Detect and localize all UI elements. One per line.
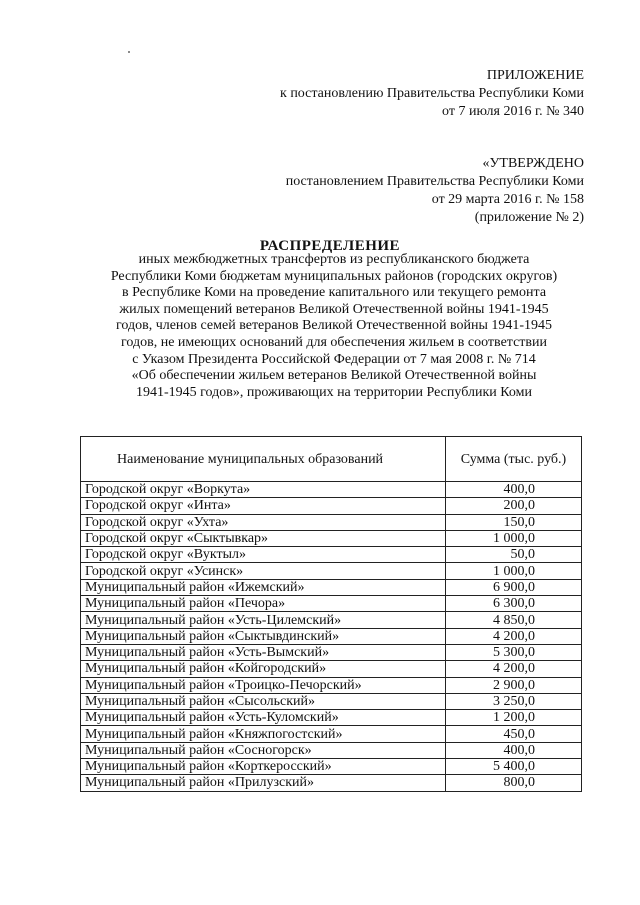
amount-value: 1 000,0 — [445, 530, 581, 546]
approved-appendix-ref: (приложение № 2) — [474, 210, 584, 225]
municipality-name: Муниципальный район «Усть-Вымский» — [81, 644, 446, 660]
amount-value: 400,0 — [445, 742, 581, 758]
table-row — [81, 775, 582, 791]
scan-speck — [128, 51, 130, 53]
table-row — [81, 530, 582, 546]
amount-value: 2 900,0 — [445, 677, 581, 693]
table-row — [81, 579, 582, 595]
description-line: жилых помещений ветеранов Великой Отечественной войны 1941-1945 — [119, 301, 549, 317]
table-row — [81, 612, 582, 628]
municipality-name: Муниципальный район «Сыктывдинский» — [81, 628, 446, 644]
amount-value: 450,0 — [445, 726, 581, 742]
amount-value: 800,0 — [445, 775, 581, 791]
amount-value: 1 000,0 — [445, 563, 581, 579]
municipality-name: Городской округ «Усинск» — [81, 563, 446, 579]
municipality-name: Городской округ «Воркута» — [81, 482, 446, 498]
appendix-date: от 7 июля 2016 г. № 340 — [442, 104, 584, 119]
amount-value: 200,0 — [445, 498, 581, 514]
table-row — [81, 677, 582, 693]
table-row — [81, 759, 582, 775]
column-header-amount: Сумма (тыс. руб.) — [445, 437, 581, 482]
approved-date: от 29 марта 2016 г. № 158 — [431, 192, 584, 207]
municipality-name: Городской округ «Сыктывкар» — [81, 530, 446, 546]
municipality-name: Муниципальный район «Прилузский» — [81, 775, 446, 791]
municipality-name: Муниципальный район «Печора» — [81, 596, 446, 612]
appendix-resolution: к постановлению Правительства Республики Коми — [280, 86, 584, 101]
amount-value: 6 900,0 — [445, 579, 581, 595]
appendix-title: ПРИЛОЖЕНИЕ — [486, 68, 584, 83]
description-line: Республики Коми бюджетам муниципальных районов (городских округов) — [110, 268, 558, 284]
amount-value: 4 850,0 — [445, 612, 581, 628]
approved-header — [286, 155, 584, 227]
amount-value: 4 200,0 — [445, 628, 581, 644]
municipality-name: Муниципальный район «Койгородский» — [81, 661, 446, 677]
description-line: в Республике Коми на проведение капитального или текущего ремонта — [121, 285, 547, 301]
table-row — [81, 644, 582, 660]
amount-value: 6 300,0 — [445, 596, 581, 612]
amount-value: 50,0 — [445, 547, 581, 563]
amount-value: 1 200,0 — [445, 710, 581, 726]
column-header-name: Наименование муниципальных образований — [81, 437, 446, 482]
table-row — [81, 563, 582, 579]
description-line: «Об обеспечении жильем ветеранов Великой Отечественной войны — [131, 368, 537, 384]
municipality-name: Городской округ «Инта» — [81, 498, 446, 514]
description-line: годов, не имеющих оснований для обеспечения жильем в соответствии — [120, 334, 548, 350]
amount-value: 150,0 — [445, 514, 581, 530]
description-line: 1941-1945 годов», проживающих на территории Республики Коми — [136, 384, 532, 400]
distribution-table — [80, 436, 582, 792]
table-body — [81, 482, 582, 792]
description-line: с Указом Президента Российской Федерации от 7 мая 2008 г. № 714 — [132, 351, 536, 367]
table-row — [81, 498, 582, 514]
municipality-name: Муниципальный район «Усть-Куломский» — [81, 710, 446, 726]
amount-value: 400,0 — [445, 482, 581, 498]
table-row — [81, 710, 582, 726]
document-title: РАСПРЕДЕЛЕНИЕ — [259, 238, 401, 254]
table-header-row — [81, 437, 582, 482]
municipality-name: Муниципальный район «Троицко-Печорский» — [81, 677, 446, 693]
municipality-name: Муниципальный район «Корткеросский» — [81, 759, 446, 775]
amount-value: 5 400,0 — [445, 759, 581, 775]
document-description — [80, 252, 588, 401]
table-row — [81, 742, 582, 758]
approved-resolution: постановлением Правительства Республики Коми — [285, 174, 584, 189]
amount-value: 4 200,0 — [445, 661, 581, 677]
description-line: иных межбюджетных трансфертов из республиканского бюджета — [138, 252, 530, 267]
table-row — [81, 482, 582, 498]
description-line: годов, членов семей ветеранов Великой Отечественной войны 1941-1945 — [115, 318, 553, 334]
table-row — [81, 596, 582, 612]
municipality-name: Муниципальный район «Княжпогостский» — [81, 726, 446, 742]
amount-value: 3 250,0 — [445, 693, 581, 709]
table-row — [81, 693, 582, 709]
municipality-name: Муниципальный район «Сосногорск» — [81, 742, 446, 758]
municipality-name: Муниципальный район «Сысольский» — [81, 693, 446, 709]
table-row — [81, 661, 582, 677]
municipality-name: Городской округ «Вуктыл» — [81, 547, 446, 563]
table-row — [81, 514, 582, 530]
table-row — [81, 628, 582, 644]
municipality-name: Муниципальный район «Ижемский» — [81, 579, 446, 595]
municipality-name: Городской округ «Ухта» — [81, 514, 446, 530]
table-row — [81, 726, 582, 742]
approved-title: «УТВЕРЖДЕНО — [482, 156, 584, 171]
municipality-name: Муниципальный район «Усть-Цилемский» — [81, 612, 446, 628]
table-row — [81, 547, 582, 563]
appendix-header — [280, 67, 584, 121]
amount-value: 5 300,0 — [445, 644, 581, 660]
